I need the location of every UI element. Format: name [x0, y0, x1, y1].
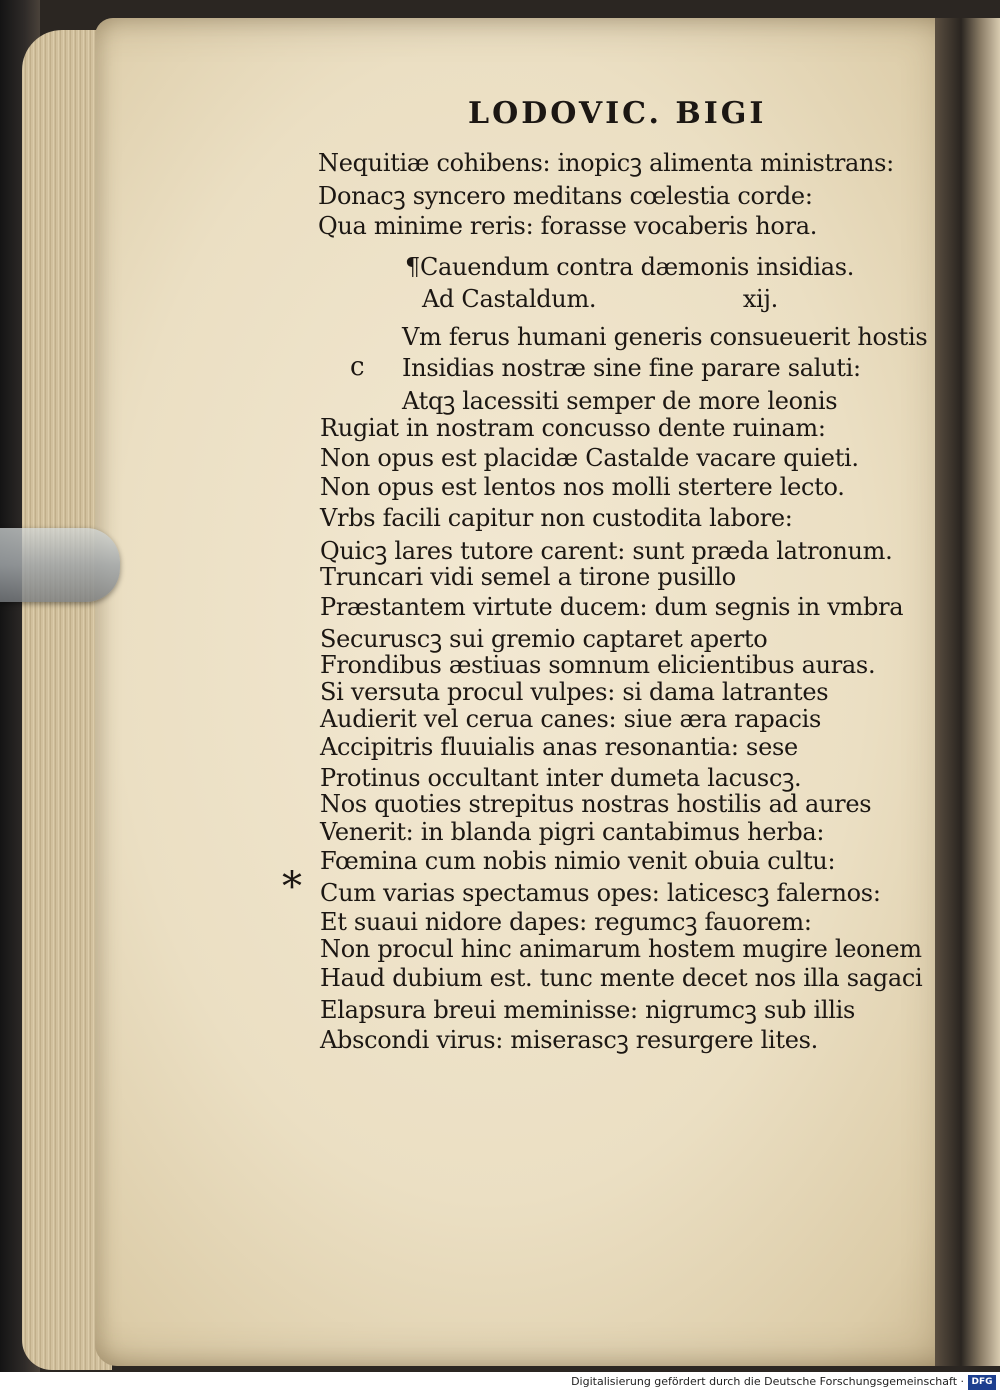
text-line: Quicꝫ lares tutore carent: sunt præda latronum. — [320, 537, 893, 565]
margin-letter: c — [350, 352, 365, 382]
text-line: Et suaui nidore dapes: regumcꝫ fauorem: — [320, 908, 812, 936]
text-line: Præstantem virtute ducem: dum segnis in vmbra — [320, 593, 904, 621]
text-line: Donacꝫ syncero meditans cœlestia corde: — [318, 182, 813, 210]
footer-bar — [0, 1372, 1000, 1394]
text-line: Vrbs facili capitur non custodita labore: — [320, 504, 793, 532]
text-line: Non opus est placidæ Castalde vacare quieti. — [320, 444, 859, 472]
text-line: Nequitiæ cohibens: inopicꝫ alimenta ministrans: — [318, 149, 894, 177]
text-line: Frondibus æstiuas somnum elicientibus auras. — [320, 651, 876, 679]
poem-heading: ¶Cauendum contra dæmonis insidias. — [405, 253, 855, 281]
text-line: Insidias nostræ sine fine parare saluti: — [402, 354, 861, 382]
text-line: Non opus est lentos nos molli stertere lecto. — [320, 473, 845, 501]
text-line: Accipitris fluuialis anas resonantia: sese — [320, 733, 798, 761]
text-line: Securuscꝫ sui gremio captaret aperto — [320, 625, 768, 653]
text-line: Nos quoties strepitus nostras hostilis ad aures — [320, 790, 872, 818]
text-line: Cum varias spectamus opes: laticescꝫ falernos: — [320, 879, 881, 907]
text-line: Protinus occultant inter dumeta lacuscꝫ. — [320, 764, 802, 792]
text-line: Abscondi virus: miserascꝫ resurgere lites. — [320, 1026, 818, 1054]
margin-asterisk: * — [282, 864, 302, 910]
text-line: Elapsura breui meminisse: nigrumcꝫ sub illis — [320, 996, 856, 1024]
text-line: Haud dubium est. tunc mente decet nos illa sagaci — [320, 964, 923, 992]
text-line: Vm ferus humani generis consueuerit hostis — [402, 323, 928, 351]
text-line: Rugiat in nostram concusso dente ruinam: — [320, 414, 826, 442]
dfg-logo: DFG — [968, 1375, 996, 1390]
text-line: Qua minime reris: forasse vocaberis hora. — [318, 212, 818, 240]
text-line: Si versuta procul vulpes: si dama latrantes — [320, 678, 829, 706]
text-line: Audierit vel cerua canes: siue æra rapacis — [320, 705, 822, 733]
text-line: Non procul hinc animarum hostem mugire leonem — [320, 935, 922, 963]
text-line: Venerit: in blanda pigri cantabimus herba: — [320, 818, 825, 846]
text-line: Fœmina cum nobis nimio venit obuia cultu: — [320, 847, 836, 875]
poem-subheading: Ad Castaldum. xij. — [422, 285, 778, 313]
text-line: Truncari vidi semel a tirone pusillo — [320, 563, 736, 591]
footer-credit: Digitalisierung gefördert durch die Deutsche Forschungsgemeinschaft · — [571, 1375, 964, 1388]
running-head: LODOVIC. BIGI — [468, 96, 767, 131]
text-line: Atqꝫ lacessiti semper de more leonis — [402, 387, 838, 415]
